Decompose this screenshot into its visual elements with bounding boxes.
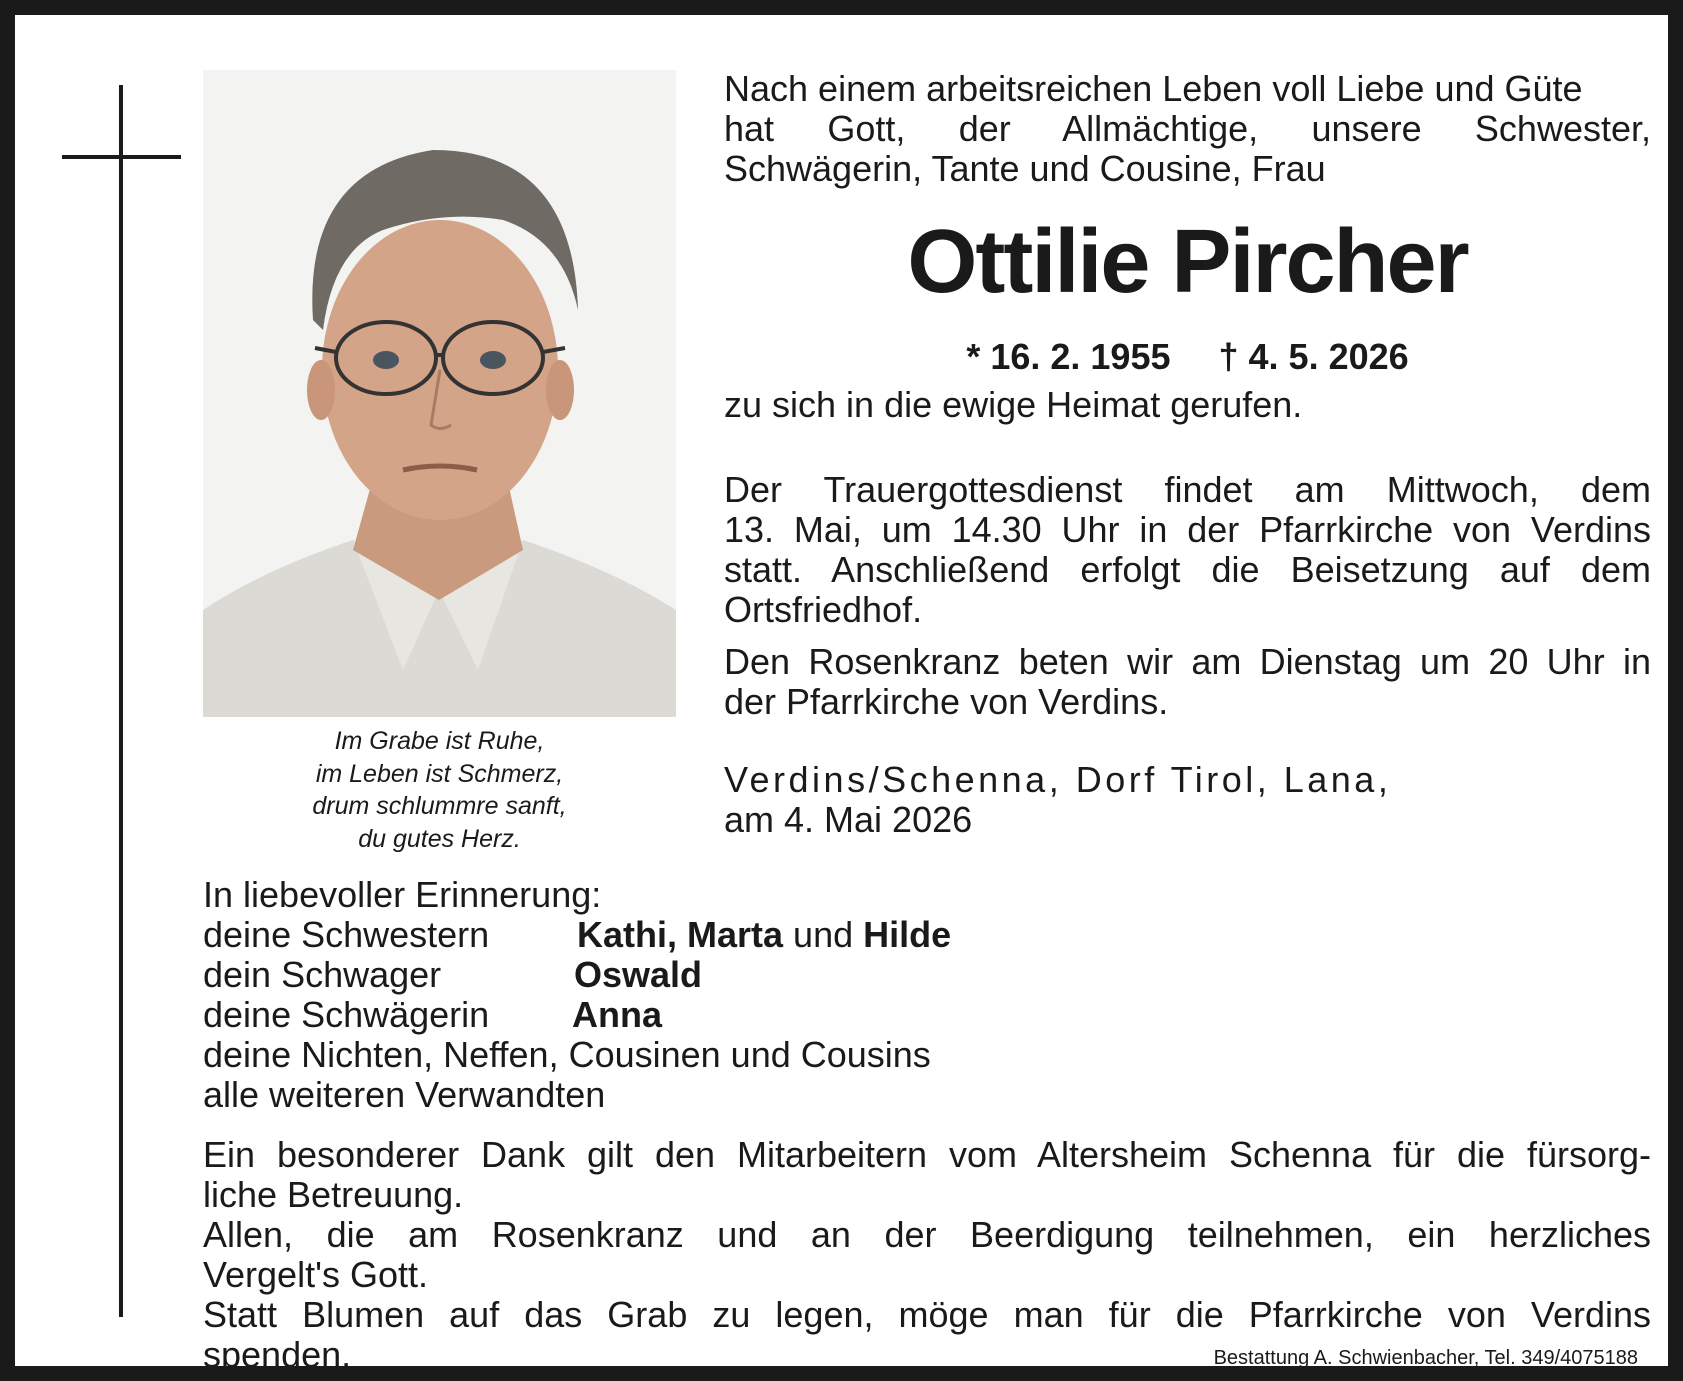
intro-line: Nach einem arbeitsreichen Leben voll Liebe und Güte: [724, 68, 1583, 109]
memorial-poem: [203, 725, 676, 855]
date-line: am 4. Mai 2026: [724, 799, 973, 840]
mourners-heading: In liebevoller Erinnerung:: [203, 874, 602, 915]
death-date: † 4. 5. 2026: [1218, 336, 1409, 377]
intro-text: [724, 69, 1651, 189]
mourner-names: [574, 955, 702, 995]
service-line: Ortsfriedhof.: [724, 589, 923, 630]
intro-line: Schwägerin, Tante und Cousine, Frau: [724, 148, 1326, 189]
poem-line: drum schlummre sanft,: [312, 792, 567, 820]
cross-vertical-bar: [119, 85, 123, 1317]
life-dates: [724, 335, 1651, 379]
mourner-row-others: alle weiteren Verwandten: [203, 1074, 606, 1115]
rosary-line: Den Rosenkranz beten wir am Dienstag um 20 Uhr in: [724, 641, 1651, 682]
mourner-row-sisters: [203, 915, 1103, 955]
poem-line: du gutes Herz.: [358, 824, 521, 853]
mourner-names: [577, 915, 951, 955]
relation-label: deine Schwestern: [203, 914, 490, 955]
place-and-date: [724, 760, 1651, 840]
sister-names: Kathi, Marta: [577, 914, 784, 955]
brother-in-law-name: Oswald: [574, 954, 703, 995]
intro-line: hat Gott, der Allmächtige, unsere Schwester,: [724, 108, 1651, 149]
rosary-text: [724, 642, 1651, 722]
service-line: 13. Mai, um 14.30 Uhr in der Pfarrkirche von Verdins: [724, 509, 1651, 550]
thanks-line: liche Betreuung.: [203, 1174, 464, 1215]
mourners-list: [203, 875, 1103, 1115]
funeral-service-text: [724, 470, 1651, 630]
mourner-row-brother-in-law: [203, 955, 1103, 995]
mourner-row-relatives: deine Nichten, Neffen, Cousinen und Cousins: [203, 1034, 931, 1075]
service-line: statt. Anschließend erfolgt die Beisetzung auf dem: [724, 549, 1651, 590]
thanks-line: Statt Blumen auf das Grab zu legen, möge man für die Pfarrkirche von Verdins: [203, 1294, 1651, 1335]
cross-horizontal-bar: [62, 155, 181, 159]
portrait-illustration: [203, 70, 676, 717]
called-home-line: zu sich in die ewige Heimat gerufen.: [724, 384, 1303, 425]
birth-date: * 16. 2. 1955: [966, 336, 1171, 377]
called-home-text: [724, 385, 1651, 425]
thanks-line: Ein besonderer Dank gilt den Mitarbeitern vom Altersheim Schenna für die fürsorg-: [203, 1134, 1651, 1175]
relation-label: deine Schwägerin: [203, 994, 490, 1035]
poem-line: Im Grabe ist Ruhe,: [334, 727, 545, 755]
deceased-name: Ottilie Pircher: [907, 212, 1468, 312]
mourner-names: [572, 995, 662, 1035]
thanks-line: Allen, die am Rosenkranz und an der Beerdigung teilnehmen, ein herzliches: [203, 1214, 1651, 1255]
sister-name-last: Hilde: [863, 914, 952, 955]
rosary-line: der Pfarrkirche von Verdins.: [724, 681, 1169, 722]
portrait-photo: [203, 70, 676, 717]
mourner-row-sister-in-law: [203, 995, 1103, 1035]
poem-line: im Leben ist Schmerz,: [315, 759, 564, 788]
thanks-line: Vergelt's Gott.: [203, 1254, 428, 1295]
place-line: Verdins/Schenna, Dorf Tirol, Lana,: [724, 759, 1392, 800]
service-line: Der Trauergottesdienst findet am Mittwoch, dem: [724, 469, 1651, 510]
relation-label: dein Schwager: [203, 954, 442, 995]
thanks-text: [203, 1135, 1651, 1375]
funeral-home-credit: Bestattung A. Schwienbacher, Tel. 349/4075188: [1213, 1347, 1638, 1369]
sister-in-law-name: Anna: [572, 994, 662, 1035]
thanks-line: spenden.: [203, 1334, 352, 1375]
conjunction: und: [783, 914, 864, 955]
